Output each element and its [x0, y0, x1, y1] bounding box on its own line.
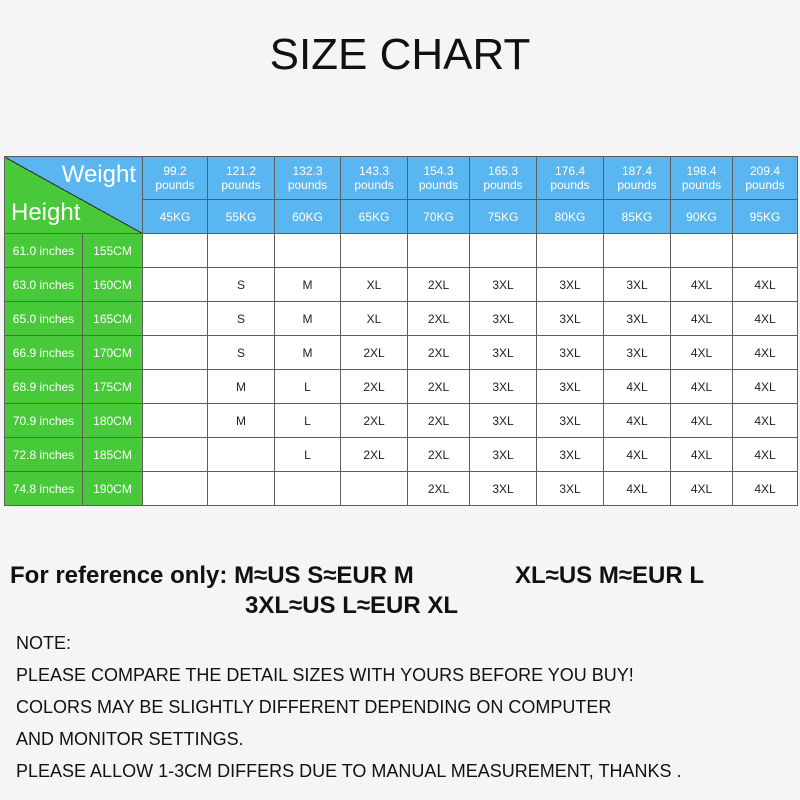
note-line: AND MONITOR SETTINGS.	[16, 729, 244, 749]
size-cell	[408, 234, 470, 268]
size-cell: 4XL	[671, 404, 733, 438]
size-cell: S	[208, 268, 275, 302]
size-cell: 4XL	[733, 302, 798, 336]
size-cell: 3XL	[537, 370, 604, 404]
size-chart-table	[4, 156, 798, 506]
weight-pounds-value: 187.4	[621, 164, 653, 178]
size-cell: M	[275, 336, 341, 370]
table-row	[5, 302, 798, 336]
size-cell: 3XL	[604, 336, 671, 370]
size-cell: 2XL	[408, 472, 470, 506]
table-row	[5, 234, 798, 268]
weight-pounds-value: 143.3	[358, 164, 390, 178]
weight-pounds-cell	[537, 157, 604, 200]
size-cell	[341, 234, 408, 268]
size-cell: 3XL	[470, 370, 537, 404]
size-cell	[275, 234, 341, 268]
weight-pounds-cell	[470, 157, 537, 200]
size-cell: 4XL	[604, 370, 671, 404]
size-cell: 2XL	[408, 370, 470, 404]
size-cell	[671, 234, 733, 268]
size-cell: L	[275, 370, 341, 404]
height-inches-cell: 72.8 inches	[5, 438, 83, 472]
weight-kg-cell: 85KG	[604, 200, 671, 234]
note-line: PLEASE ALLOW 1-3CM DIFFERS DUE TO MANUAL MEASUREMENT, THANKS .	[16, 761, 682, 781]
size-cell: L	[275, 438, 341, 472]
table-row	[5, 268, 798, 302]
height-axis-label: Height	[11, 199, 81, 226]
height-inches-cell: 63.0 inches	[5, 268, 83, 302]
table-row	[5, 472, 798, 506]
weight-kg-cell: 90KG	[671, 200, 733, 234]
weight-pounds-cell	[275, 157, 341, 200]
size-cell	[143, 370, 208, 404]
size-cell: 3XL	[470, 472, 537, 506]
weight-pounds-cell	[408, 157, 470, 200]
height-cm-cell: 175CM	[83, 370, 143, 404]
weight-pounds-value: 154.3	[423, 164, 454, 178]
weight-kg-cell: 65KG	[341, 200, 408, 234]
height-inches-cell: 65.0 inches	[5, 302, 83, 336]
size-cell: L	[275, 404, 341, 438]
size-cell	[143, 234, 208, 268]
table-row	[5, 404, 798, 438]
size-cell: 4XL	[671, 336, 733, 370]
weight-pounds-unit: pounds	[287, 178, 328, 192]
size-cell: 4XL	[733, 404, 798, 438]
weight-pounds-cell	[733, 157, 798, 200]
size-cell	[341, 472, 408, 506]
height-cm-cell: 180CM	[83, 404, 143, 438]
weight-kg-cell: 95KG	[733, 200, 798, 234]
size-cell: 2XL	[341, 336, 408, 370]
note-line: COLORS MAY BE SLIGHTLY DIFFERENT DEPENDING ON COMPUTER	[16, 697, 612, 717]
table-row	[5, 370, 798, 404]
size-cell: 4XL	[671, 438, 733, 472]
size-cell	[537, 234, 604, 268]
weight-pounds-unit: pounds	[550, 178, 590, 192]
size-cell: 2XL	[408, 404, 470, 438]
weight-axis-label: Weight	[61, 161, 136, 188]
height-cm-cell: 155CM	[83, 234, 143, 268]
weight-kg-cell: 75KG	[470, 200, 537, 234]
weight-kg-cell: 80KG	[537, 200, 604, 234]
size-cell: 4XL	[604, 404, 671, 438]
size-cell	[208, 234, 275, 268]
size-cell	[470, 234, 537, 268]
height-cm-cell: 165CM	[83, 302, 143, 336]
size-chart-body	[5, 157, 798, 506]
size-cell: 3XL	[470, 336, 537, 370]
size-cell: 3XL	[470, 404, 537, 438]
size-cell	[208, 472, 275, 506]
height-cm-cell: 190CM	[83, 472, 143, 506]
size-cell: 4XL	[733, 268, 798, 302]
size-cell: 4XL	[733, 336, 798, 370]
weight-pounds-unit: pounds	[418, 178, 459, 192]
size-cell	[208, 438, 275, 472]
size-cell	[604, 234, 671, 268]
page-title: SIZE CHART	[269, 30, 531, 79]
weight-kg-cell: 70KG	[408, 200, 470, 234]
height-cm-cell: 185CM	[83, 438, 143, 472]
size-cell	[143, 336, 208, 370]
height-inches-cell: 74.8 inches	[5, 472, 83, 506]
size-cell: 2XL	[408, 438, 470, 472]
weight-kg-cell: 55KG	[208, 200, 275, 234]
size-cell: 4XL	[671, 268, 733, 302]
weight-pounds-cell	[671, 157, 733, 200]
weight-pounds-unit: pounds	[155, 178, 195, 192]
weight-pounds-value: 165.3	[487, 164, 519, 178]
size-cell	[143, 438, 208, 472]
size-cell: 4XL	[671, 370, 733, 404]
notes-block	[16, 632, 786, 792]
height-inches-cell: 66.9 inches	[5, 336, 83, 370]
note-line: PLEASE COMPARE THE DETAIL SIZES WITH YOURS BEFORE YOU BUY!	[16, 665, 634, 685]
height-cm-cell: 170CM	[83, 336, 143, 370]
weight-pounds-cell	[208, 157, 275, 200]
size-cell: 2XL	[341, 404, 408, 438]
size-cell	[143, 268, 208, 302]
size-cell	[275, 472, 341, 506]
weight-kg-cell: 45KG	[143, 200, 208, 234]
table-row	[5, 336, 798, 370]
size-cell: M	[208, 404, 275, 438]
weight-pounds-row	[5, 157, 798, 200]
weight-pounds-cell	[143, 157, 208, 200]
weight-pounds-value: 99.2	[163, 164, 187, 178]
height-inches-cell: 68.9 inches	[5, 370, 83, 404]
size-cell: 4XL	[604, 438, 671, 472]
size-cell: 4XL	[733, 370, 798, 404]
size-cell: 2XL	[408, 302, 470, 336]
size-cell: M	[275, 302, 341, 336]
size-cell: XL	[341, 268, 408, 302]
size-cell: 3XL	[537, 472, 604, 506]
weight-pounds-unit: pounds	[354, 178, 394, 192]
size-cell: 3XL	[604, 268, 671, 302]
size-cell: 3XL	[537, 438, 604, 472]
size-cell	[143, 404, 208, 438]
size-cell: 3XL	[604, 302, 671, 336]
size-cell: 3XL	[537, 268, 604, 302]
weight-pounds-value: 198.4	[686, 164, 717, 178]
weight-pounds-cell	[341, 157, 408, 200]
weight-kg-cell: 60KG	[275, 200, 341, 234]
size-cell: S	[208, 336, 275, 370]
height-inches-cell: 61.0 inches	[5, 234, 83, 268]
height-inches-cell: 70.9 inches	[5, 404, 83, 438]
size-cell: 3XL	[470, 302, 537, 336]
size-cell: 3XL	[537, 302, 604, 336]
size-cell: 4XL	[733, 438, 798, 472]
weight-pounds-value: 121.2	[225, 164, 257, 178]
size-cell	[143, 302, 208, 336]
weight-pounds-value: 209.4	[749, 164, 781, 178]
weight-pounds-value: 176.4	[554, 164, 586, 178]
size-cell: 2XL	[408, 268, 470, 302]
table-row	[5, 438, 798, 472]
size-cell: 3XL	[470, 438, 537, 472]
size-cell: M	[208, 370, 275, 404]
corner-header-cell	[5, 157, 143, 234]
weight-pounds-value: 132.3	[292, 164, 323, 178]
weight-pounds-unit: pounds	[617, 178, 657, 192]
size-cell: XL	[341, 302, 408, 336]
size-cell: 3XL	[537, 336, 604, 370]
size-cell: 2XL	[341, 370, 408, 404]
size-cell: 3XL	[470, 268, 537, 302]
weight-pounds-unit: pounds	[681, 178, 722, 192]
size-cell: 2XL	[408, 336, 470, 370]
size-cell: 3XL	[537, 404, 604, 438]
weight-pounds-unit: pounds	[483, 178, 523, 192]
weight-pounds-unit: pounds	[221, 178, 261, 192]
size-cell	[143, 472, 208, 506]
size-cell: 4XL	[671, 302, 733, 336]
reference-line-3: 3XL≈US L≈EUR XL	[245, 592, 459, 619]
size-cell: 4XL	[733, 472, 798, 506]
height-cm-cell: 160CM	[83, 268, 143, 302]
size-cell	[733, 234, 798, 268]
reference-line-2: XL≈US M≈EUR L	[515, 562, 705, 589]
weight-pounds-unit: pounds	[745, 178, 785, 192]
size-cell: S	[208, 302, 275, 336]
size-cell: 4XL	[604, 472, 671, 506]
size-cell: 2XL	[341, 438, 408, 472]
note-heading: NOTE:	[16, 633, 72, 653]
size-cell: 4XL	[671, 472, 733, 506]
size-cell: M	[275, 268, 341, 302]
weight-pounds-cell	[604, 157, 671, 200]
reference-line-1: For reference only: M≈US S≈EUR M	[10, 562, 414, 589]
